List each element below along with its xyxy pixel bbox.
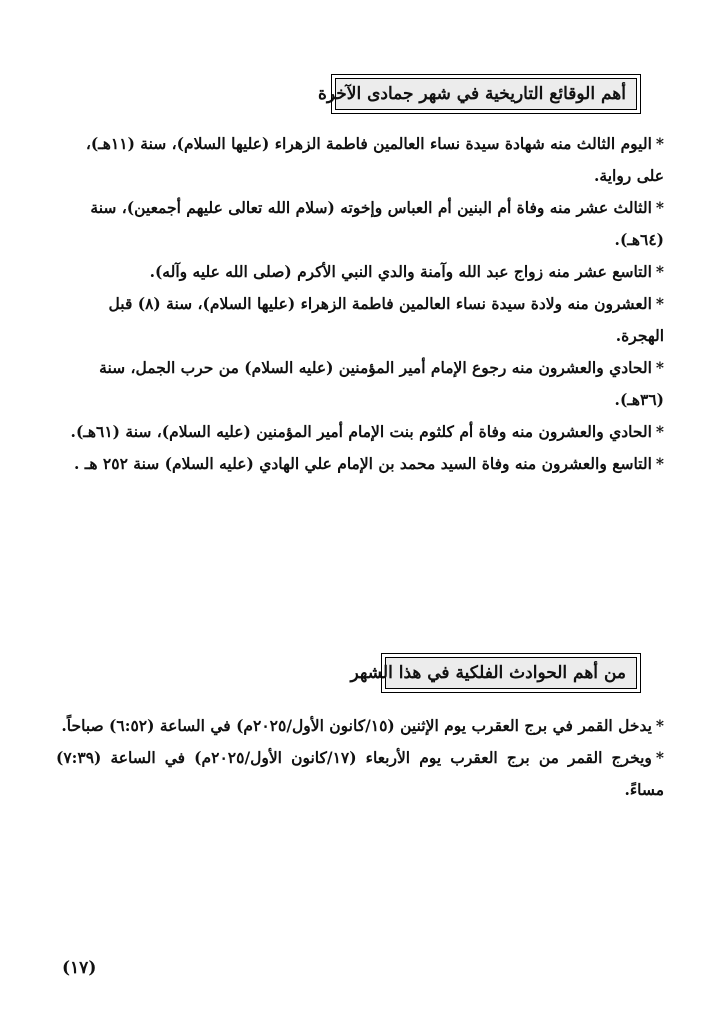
bullet: * [655,422,664,441]
bullet: * [655,262,664,281]
list-item: *الحادي والعشرون منه رجوع الإمام أمير المؤمنين (عليه السلام) من حرب الجمل، سنة (٣٦هـ). [56,352,664,416]
bullet: * [655,454,664,473]
bullet: * [655,358,664,377]
list-item: *الثالث عشر منه وفاة أم البنين أم العباس وإخوته (سلام الله تعالى عليهم أجمعين)، سنة (٦٤هـ). [56,192,664,256]
page-number: (١٧) [62,958,97,978]
events-section-title: أهم الوقائع التاريخية في شهر جمادى الآخرة [335,78,637,110]
list-item: *يدخل القمر في برج العقرب يوم الإثنين (١٥/كانون الأول/٢٠٢٥م) في الساعة (٦:٥٢) صباحاً. [56,710,664,742]
list-item: *العشرون منه ولادة سيدة نساء العالمين فاطمة الزهراء (عليها السلام)، سنة (٨) قبل الهجرة. [56,288,664,352]
bullet: * [655,748,665,767]
list-item: *التاسع عشر منه زواج عبد الله وآمنة والدي النبي الأكرم (صلى الله عليه وآله). [56,256,664,288]
bullet: * [655,294,664,313]
bullet: * [655,198,664,217]
list-item: *ويخرج القمر من برج العقرب يوم الأربعاء (١٧/كانون الأول/٢٠٢٥م) في الساعة (٧:٣٩) مساءً. [56,742,664,806]
astro-list [56,710,664,806]
bullet: * [655,716,664,735]
list-item: *الحادي والعشرون منه وفاة أم كلثوم بنت الإمام أمير المؤمنين (عليه السلام)، سنة (٦١هـ). [56,416,664,448]
bullet: * [655,134,664,153]
events-list [56,128,664,480]
astro-section-title: من أهم الحوادث الفلكية في هذا الشهر [385,657,637,689]
list-item: *التاسع والعشرون منه وفاة السيد محمد بن الإمام علي الهادي (عليه السلام) سنة ٢٥٢ هـ . [56,448,664,480]
list-item: *اليوم الثالث منه شهادة سيدة نساء العالمين فاطمة الزهراء (عليها السلام)، سنة (١١هـ)، على رواية. [56,128,664,192]
